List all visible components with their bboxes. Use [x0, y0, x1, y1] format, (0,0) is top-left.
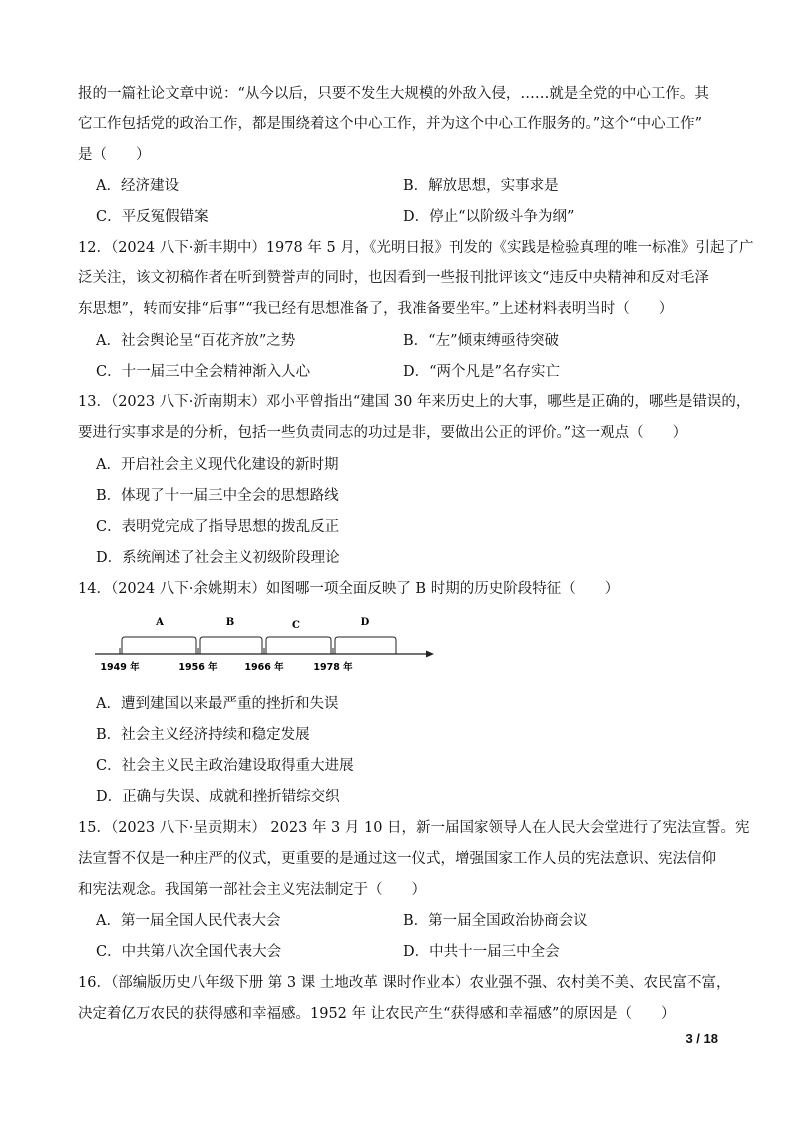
q12-option-a: A．社会舆论呈“百花齐放”之势 — [96, 333, 296, 349]
q12-option-d: D．“两个凡是”名存实亡 — [403, 364, 560, 380]
timeline-arrow — [426, 651, 434, 658]
q15-option-a: A．第一届全国人民代表大会 — [96, 913, 281, 929]
q11-option-b: B．解放思想，实事求是 — [403, 178, 559, 194]
q12-text-line-2: 泛关注，该文初稿作者在听到赞誉声的同时，也因看到一些报刊批评该文“违反中央精神和反对毛泽 — [78, 270, 709, 286]
period-label-a: A — [156, 617, 164, 628]
q16-text-line-1: 16．（部编版历史八年级下册 第 3 课 土地改革 课时作业本）农业强不强、农村美不美、农民富不富， — [78, 975, 731, 991]
year-label-1966: 1966 年 — [244, 662, 284, 672]
q15-text-line-1: 15．（2023 八下·呈贡期末） 2023 年 3 月 10 日，新一届国家领导人在人民大会堂进行了宪法宣誓。宪 — [78, 820, 750, 836]
q15-option-d: D．中共十一届三中全会 — [403, 944, 560, 960]
q11-option-d: D．停止“以阶级斗争为纲” — [403, 209, 575, 225]
q12-option-b: B．“左”倾束缚亟待突破 — [403, 333, 559, 349]
q13-option-d: D．系统阐述了社会主义初级阶段理论 — [96, 550, 340, 566]
year-label-1956: 1956 年 — [178, 662, 218, 672]
q14-text-line-1: 14．（2024 八下·余姚期末）如图哪一项全面反映了 B 时期的历史阶段特征（ ） — [78, 581, 620, 597]
q15-text-line-2: 法宣誓不仅是一种庄严的仪式，更重要的是通过这一仪式，增强国家工作人员的宪法意识、宪法信仰 — [78, 851, 716, 867]
q13-text-line-2: 要进行实事求是的分析，包括一些负责同志的功过是非，要做出公正的评价。”这一观点（ ） — [78, 425, 688, 441]
q11-text-line-2: 它工作包括党的政治工作，都是围绕着这个中心工作，并为这个中心工作服务的。”这个“中心工作” — [78, 116, 702, 132]
q14-option-c: C．社会主义民主政治建设取得重大进展 — [96, 758, 354, 774]
q12-text-line-1: 12．（2024 八下·新丰期中）1978 年 5 月，《光明日报》刊发的《实践是检验真理的唯一标准》引起了广 — [78, 240, 754, 256]
period-c-bracket — [266, 637, 331, 654]
q16-text-line-2: 决定着亿万农民的获得感和幸福感。1952 年 让农民产生“获得感和幸福感”的原因是（ ） — [78, 1006, 676, 1022]
q14-option-d: D．正确与失误、成就和挫折错综交织 — [96, 789, 340, 805]
q14-option-a: A．遭到建国以来最严重的挫折和失误 — [96, 696, 339, 712]
period-label-c: C — [292, 620, 300, 631]
q13-option-a: A．开启社会主义现代化建设的新时期 — [96, 457, 339, 473]
period-label-b: B — [225, 617, 235, 628]
q11-option-c: C．平反冤假错案 — [96, 209, 209, 225]
q13-option-c: C．表明党完成了指导思想的拨乱反正 — [96, 519, 340, 535]
q15-option-b: B．第一届全国政治协商会议 — [403, 913, 588, 929]
q12-option-c: C．十一届三中全会精神渐入人心 — [96, 364, 311, 380]
period-d-bracket — [335, 637, 396, 654]
year-label-1978: 1978 年 — [313, 662, 353, 672]
q15-text-line-3: 和宪法观念。我国第一部社会主义宪法制定于（ ） — [78, 882, 426, 898]
period-label-d: D — [360, 617, 370, 628]
q11-text-line-3: 是（ ） — [78, 147, 151, 163]
period-b-bracket — [200, 637, 262, 654]
q13-option-b: B．体现了十一届三中全会的思想路线 — [96, 488, 339, 504]
period-a-bracket — [122, 637, 196, 654]
timeline-diagram — [90, 610, 440, 672]
q15-option-c: C．中共第八次全国代表大会 — [96, 944, 282, 960]
year-label-1949: 1949 年 — [100, 662, 140, 672]
page-number: 3 / 18 — [685, 1031, 718, 1046]
q14-option-b: B．社会主义经济持续和稳定发展 — [96, 727, 310, 743]
q12-text-line-3: 东思想”，转而安排“后事”“我已经有思想准备了，我准备要坐牢。”上述材料表明当时（ ） — [78, 301, 674, 317]
q11-text-line-1: 报的一篇社论文章中说：“从今以后，只要不发生大规模的外敌入侵，……就是全党的中心工作。其 — [78, 86, 709, 102]
q11-option-a: A．经济建设 — [96, 178, 179, 194]
q13-text-line-1: 13．（2023 八下·沂南期末）邓小平曾指出“建国 30 年来历史上的大事，哪些是正确的，哪些是错误的， — [78, 394, 751, 410]
